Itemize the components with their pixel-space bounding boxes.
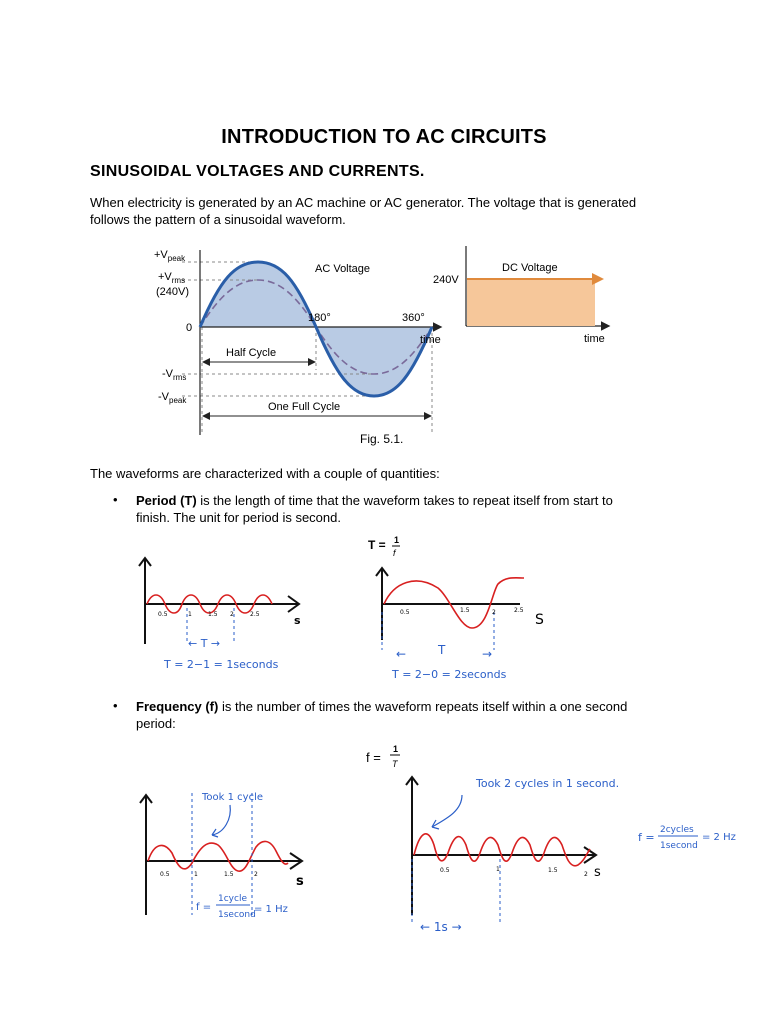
ac-dc-voltage-figure <box>140 240 630 455</box>
svg-text:2.5: 2.5 <box>514 607 524 614</box>
svg-text:0.5: 0.5 <box>158 611 168 618</box>
svg-text:1.5: 1.5 <box>548 867 558 874</box>
svg-text:→: → <box>482 647 493 661</box>
svg-text:S: S <box>535 612 544 628</box>
frequency-side-calc <box>638 825 736 851</box>
svg-text:1.5: 1.5 <box>224 871 234 878</box>
bullet: • <box>113 492 118 507</box>
svg-text:= 1 Hz: = 1 Hz <box>254 904 288 915</box>
characterized-paragraph: The waveforms are characterized with a couple of quantities: <box>90 466 440 481</box>
dc-arrow-head <box>592 273 604 285</box>
vrms-neg-label: $-V_{rms}$ <box>162 368 187 382</box>
svg-text:0.5: 0.5 <box>160 871 170 878</box>
svg-text:s: s <box>296 874 304 889</box>
frequency-bullet <box>136 698 676 732</box>
svg-text:0.5: 0.5 <box>440 867 450 874</box>
svg-text:1: 1 <box>393 744 399 754</box>
frequency-desc: is the number of times the waveform repeats itself within a one second <box>218 699 628 714</box>
svg-text:= 2 Hz: = 2 Hz <box>702 832 736 843</box>
figure-caption: Fig. 5.1. <box>360 432 404 446</box>
dc-voltage-label: DC Voltage <box>502 262 558 274</box>
svg-text:T =: T = <box>368 538 386 552</box>
frequency-sketch-right <box>406 777 619 934</box>
time-label: time <box>420 334 441 346</box>
svg-text:f =: f = <box>366 750 381 765</box>
svg-text:Took 1 cycle: Took 1 cycle <box>202 792 264 803</box>
frequency-desc-cont: period: <box>136 716 176 731</box>
svg-text:f =: f = <box>196 902 212 913</box>
intro-paragraph <box>90 194 690 228</box>
vpeak-neg-label: $-V_{peak}$ <box>158 391 187 405</box>
svg-text:T = 2−1 = 1seconds: T = 2−1 = 1seconds <box>164 658 279 671</box>
period-term: Period (T) <box>136 493 197 508</box>
svg-text:T = 2−0 = 2seconds: T = 2−0 = 2seconds <box>392 668 507 681</box>
vrms-pos-label: $+V_{rms}$ <box>158 271 186 285</box>
page-title: INTRODUCTION TO AC CIRCUITS <box>221 126 547 148</box>
period-desc: is the length of time that the waveform takes to repeat itself from start to <box>196 493 613 508</box>
svg-text:1second: 1second <box>218 910 256 920</box>
period-formula <box>368 535 400 558</box>
svg-text:1.5: 1.5 <box>208 611 218 618</box>
svg-text:1.5: 1.5 <box>460 607 470 614</box>
svg-text:1second: 1second <box>660 841 698 851</box>
frequency-term: Frequency (f) <box>136 699 219 714</box>
period-sketch-left <box>139 558 301 671</box>
period-bullet <box>136 492 676 526</box>
svg-text:s: s <box>594 865 601 880</box>
deg360-label: 360° <box>402 312 425 324</box>
frequency-formula <box>366 744 400 769</box>
svg-text:2: 2 <box>254 871 258 878</box>
half-cycle-label: Half Cycle <box>226 347 277 359</box>
svg-text:2.5: 2.5 <box>250 611 260 618</box>
svg-text:2: 2 <box>492 609 496 616</box>
frequency-sketches <box>120 735 760 935</box>
svg-text:Took 2 cycles in 1 second.: Took 2 cycles in 1 second. <box>476 777 620 790</box>
svg-text:1cycle: 1cycle <box>218 894 247 904</box>
svg-text:← T →: ← T → <box>188 637 221 650</box>
intro-line: When electricity is generated by an AC machine or AC generator. The voltage that is generated <box>90 195 637 210</box>
svg-text:1: 1 <box>496 866 500 873</box>
period-sketch-right <box>376 568 544 681</box>
ac-voltage-label: AC Voltage <box>315 263 371 275</box>
intro-line: follows the pattern of a sinusoidal waveform. <box>90 212 346 227</box>
period-desc-cont: finish. The unit for period is second. <box>136 510 341 525</box>
dc-240-label: 240V <box>433 274 459 286</box>
section-heading: SINUSOIDAL VOLTAGES AND CURRENTS. <box>90 163 425 180</box>
svg-text:2: 2 <box>230 611 234 618</box>
vpeak-pos-label: $+V_{peak}$ <box>154 249 186 263</box>
v240-label: (240V) <box>156 286 190 298</box>
svg-text:f =: f = <box>638 831 655 844</box>
dc-time-label: time <box>584 333 605 345</box>
svg-text:0.5: 0.5 <box>400 609 410 616</box>
frequency-sketch-left <box>140 792 304 920</box>
svg-text:f: f <box>393 548 396 558</box>
svg-text:s: s <box>294 614 301 627</box>
svg-text:1: 1 <box>394 535 400 545</box>
svg-text:2cycles: 2cycles <box>660 825 694 835</box>
deg180-label: 180° <box>308 312 331 324</box>
svg-text:1: 1 <box>194 871 198 878</box>
svg-text:T: T <box>438 643 446 657</box>
svg-text:←: ← <box>396 647 407 661</box>
full-cycle-label: One Full Cycle <box>268 401 341 413</box>
dc-area <box>467 279 595 326</box>
svg-text:← 1s →: ← 1s → <box>420 920 462 934</box>
bullet: • <box>113 698 118 713</box>
zero-label: 0 <box>186 322 193 334</box>
svg-text:2: 2 <box>584 871 588 878</box>
svg-text:1: 1 <box>188 611 192 618</box>
svg-text:T: T <box>392 759 398 769</box>
period-sketches <box>120 532 560 692</box>
